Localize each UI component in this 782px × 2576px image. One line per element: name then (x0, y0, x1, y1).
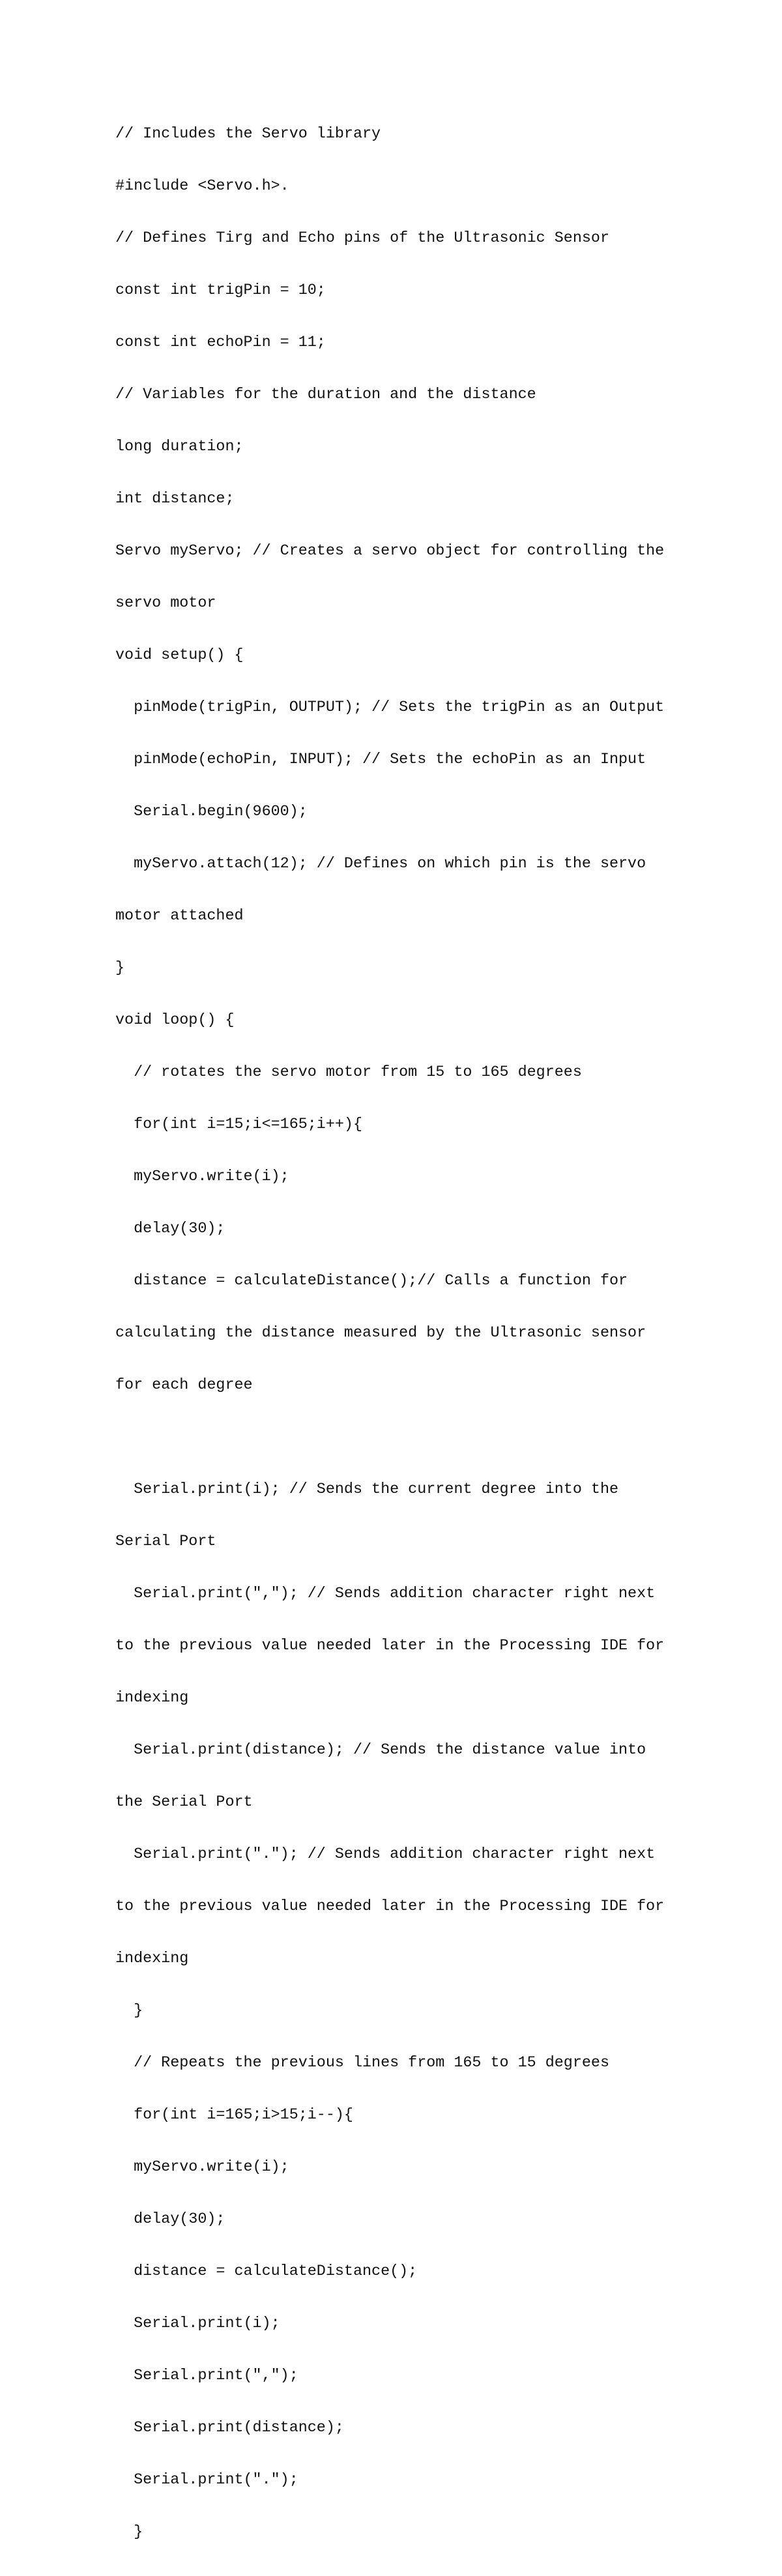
code-line: Serial.begin(9600); (115, 803, 308, 821)
code-line: // Defines Tirg and Echo pins of the Ultrasonic Sensor (115, 230, 609, 248)
code-line: myServo.write(i); (115, 1168, 289, 1186)
code-line: Servo myServo; // Creates a servo object for controlling the (115, 543, 665, 560)
code-line: const int echoPin = 11; (115, 334, 326, 352)
code-line: // rotates the servo motor from 15 to 165 degrees (115, 1064, 582, 1082)
code-line: for(int i=165;i>15;i--){ (115, 2107, 353, 2124)
code-line: to the previous value needed later in the Processing IDE for (115, 1898, 665, 1916)
code-line: motor attached (115, 908, 244, 925)
code-line: pinMode(trigPin, OUTPUT); // Sets the trigPin as an Output (115, 699, 665, 717)
code-line: long duration; (115, 439, 244, 456)
code-line: for(int i=15;i<=165;i++){ (115, 1116, 362, 1134)
code-line: delay(30); (115, 2211, 225, 2229)
code-line: pinMode(echoPin, INPUT); // Sets the echoPin as an Input (115, 751, 646, 769)
code-line: indexing (115, 1950, 189, 1968)
code-line: void loop() { (115, 1012, 235, 1030)
code-line: // Repeats the previous lines from 165 to 15 degrees (115, 2055, 609, 2072)
code-line: for each degree (115, 1377, 253, 1395)
code-line: Serial.print(distance); // Sends the distance value into (115, 1742, 646, 1759)
code-line: Serial.print(i); (115, 2315, 280, 2333)
code-line: Serial.print(","); // Sends addition character right next (115, 1585, 656, 1603)
code-line: myServo.write(i); (115, 2159, 289, 2177)
code-line: int distance; (115, 491, 235, 508)
code-line: #include <Servo.h>. (115, 178, 289, 195)
code-line: Serial.print("."); (115, 2472, 298, 2489)
code-listing (115, 91, 676, 2576)
code-line: delay(30); (115, 1221, 225, 1238)
code-line: const int trigPin = 10; (115, 282, 326, 300)
code-line: Serial.print(","); (115, 2367, 298, 2385)
code-line: // Includes the Servo library (115, 126, 381, 143)
code-line: Serial.print(distance); (115, 2420, 344, 2437)
code-line: void setup() { (115, 647, 244, 665)
code-line: } (115, 960, 125, 977)
code-line: distance = calculateDistance();// Calls a function for (115, 1273, 628, 1290)
code-line: indexing (115, 1690, 189, 1707)
code-line: Serial.print("."); // Sends addition character right next (115, 1846, 656, 1864)
code-line: servo motor (115, 595, 216, 613)
code-line: distance = calculateDistance(); (115, 2263, 418, 2281)
code-line: Serial Port (115, 1533, 216, 1551)
code-line: Serial.print(i); // Sends the current degree into the (115, 1481, 619, 1499)
code-line: calculating the distance measured by the Ultrasonic sensor (115, 1325, 646, 1342)
code-line: the Serial Port (115, 1794, 253, 1812)
code-line: myServo.attach(12); // Defines on which pin is the servo (115, 856, 646, 873)
code-line: to the previous value needed later in the Processing IDE for (115, 1638, 665, 1655)
code-line: // Variables for the duration and the distance (115, 386, 536, 404)
code-line: } (115, 2003, 143, 2020)
code-line (115, 1429, 676, 1447)
code-line: } (115, 2524, 143, 2541)
